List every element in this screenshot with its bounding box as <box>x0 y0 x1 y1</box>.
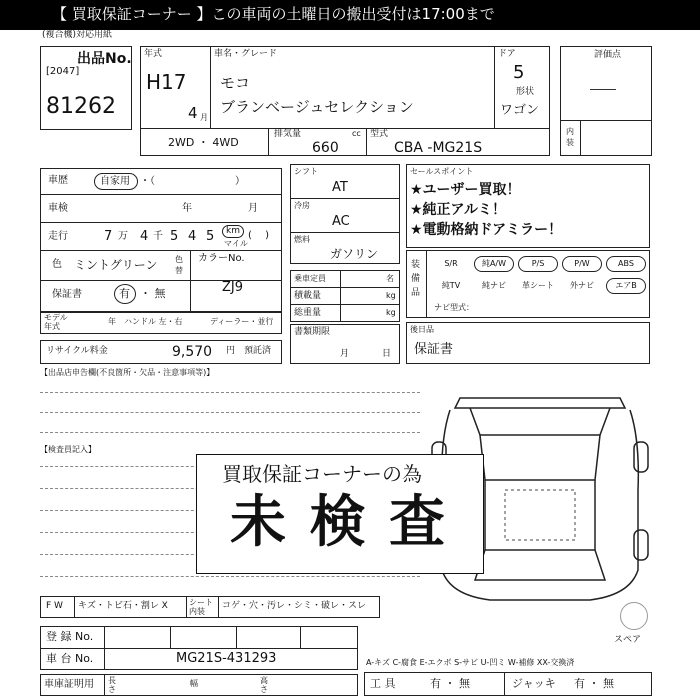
lot-label: 出品No. <box>77 51 132 67</box>
recycle-unit: 円 <box>226 346 236 356</box>
color-change-label: 色替 <box>175 255 183 275</box>
displacement-label: 排気量 <box>274 129 302 139</box>
type-value: CBA -MG21S <box>394 140 483 156</box>
fw-text: キズ・トビ石・割レ X <box>78 601 168 611</box>
sales-points-label: セールスポイント <box>410 167 474 176</box>
warranty-label: 保証書 <box>52 289 82 300</box>
equip-pw: P/W <box>562 256 602 272</box>
mileage-paren: ( ) <box>248 230 269 241</box>
aircon-value: AC <box>332 214 350 229</box>
displacement-value: 660 <box>312 140 339 156</box>
color-label: 色 <box>52 259 62 270</box>
mileage-sen-unit: 千 <box>153 231 163 242</box>
equipment-label: 装備品 <box>411 260 421 298</box>
type-label: 型式 <box>370 129 389 139</box>
model-label: 車名・グレード <box>214 49 278 59</box>
mileage-digit-3: 4 <box>188 229 197 244</box>
doc-period-label: 書類期限 <box>294 327 331 337</box>
history-other: ・（ ） <box>140 176 245 187</box>
inspector-label: 【検査員記入】 <box>40 445 96 454</box>
mileage-digit-2: 5 <box>170 229 179 244</box>
lot-tag: [2047] <box>46 66 80 77</box>
equip-navi: 純ナビ <box>482 281 506 290</box>
interior-label: 内装 <box>566 127 574 147</box>
score-mark <box>590 89 616 90</box>
form-header: (複合機)対応用紙 <box>42 30 113 40</box>
banner-text: 【 買取保証コーナー 】この車両の土曜日の搬出受付は17:00まで <box>52 5 495 23</box>
equip-alloy: 純A/W <box>474 256 514 272</box>
history-value: 自家用 <box>100 176 130 187</box>
spare-label: スペア <box>614 635 642 645</box>
inspection-label: 車検 <box>48 203 68 214</box>
shape-label: 形状 <box>516 87 535 97</box>
doc-period-month: 月 <box>340 349 350 359</box>
year-label: 年式 <box>144 49 163 59</box>
cert-width: 幅 <box>190 679 198 688</box>
model-year-unit: 年 <box>108 317 116 326</box>
equip-sr: S/R <box>444 259 458 268</box>
cert-label: 車庫証明用 <box>44 679 94 690</box>
equip-leather: 革シート <box>522 281 554 290</box>
inspection-month: 月 <box>248 203 258 214</box>
dealer-text: ディーラー・並行 <box>210 317 274 326</box>
displacement-unit: cc <box>352 129 361 138</box>
mileage-man-unit: 万 <box>118 231 128 242</box>
capacity-label: 乗車定員 <box>294 274 326 283</box>
spare-tire-icon <box>620 602 648 630</box>
mileage-digit-1: 4 <box>140 229 149 244</box>
shape-value: ワゴン <box>500 103 540 118</box>
load-label: 積載量 <box>294 291 322 301</box>
fuel-value: ガソリン <box>330 247 379 261</box>
recycle-label: リサイクル料金 <box>46 346 108 356</box>
unit-mile: マイル <box>224 239 248 248</box>
jack-value: 有 ・ 無 <box>574 677 614 690</box>
mileage-digit-4: 5 <box>206 229 215 244</box>
after-item-label: 後日品 <box>410 325 434 334</box>
year-month-unit: 月 <box>200 113 208 122</box>
score-label: 評価点 <box>594 50 622 60</box>
reg-no-label: 登 録 No. <box>46 630 94 643</box>
chassis-label: 車 台 No. <box>46 652 94 665</box>
doors-label: ドア <box>498 49 516 59</box>
seat-text: コゲ・穴・汚レ・シミ・破レ・スレ <box>222 601 367 611</box>
chassis-value: MG21S-431293 <box>176 651 277 666</box>
shift-value: AT <box>332 180 348 195</box>
lot-number: 81262 <box>46 94 116 119</box>
cert-length: 長さ <box>108 676 116 694</box>
unit-km: km <box>226 226 240 236</box>
mileage-man: 7 <box>104 229 113 244</box>
color-no-label: カラーNo. <box>198 253 245 264</box>
sales-point-3: ★電動格納ドアミラー！ <box>410 222 563 238</box>
stamp-main: 未 検 査 <box>230 490 447 555</box>
model-year-label: モデル年式 <box>44 313 68 331</box>
inspection-year: 年 <box>182 203 192 214</box>
doors-value: 5 <box>513 62 525 83</box>
color-value: ミントグリーン <box>74 258 158 272</box>
aircon-label: 冷房 <box>294 201 310 210</box>
year-value: H17 <box>146 70 187 94</box>
seller-report-label: 【出品店申告欄(不良箇所・欠品・注意事項等)】 <box>40 368 215 377</box>
cert-height: 高さ <box>260 676 268 694</box>
mileage-label: 走行 <box>48 231 68 242</box>
tools-value: 有 ・ 無 <box>430 677 470 690</box>
equip-ext-navi: 外ナビ <box>570 281 594 290</box>
color-no-value: ZJ9 <box>222 280 244 295</box>
sales-point-2: ★純正アルミ！ <box>410 202 506 218</box>
equip-abs: ABS <box>606 256 646 272</box>
warranty-no: ・ 無 <box>140 287 166 300</box>
equip-airbag: エアB <box>606 278 646 294</box>
load-unit: kg <box>386 291 396 300</box>
shift-label: シフト <box>294 167 318 176</box>
capacity-unit: 名 <box>386 274 394 283</box>
doc-period-day: 日 <box>382 349 392 359</box>
fw-label: F W <box>46 601 63 611</box>
damage-legend: A-キズ C-腐食 E-エクボ S-サビ U-凹ミ W-補修 XX-交換済 <box>366 658 575 667</box>
year-month: 4 <box>188 104 198 122</box>
history-label: 車歴 <box>48 175 68 186</box>
seat-label: シート内装 <box>189 598 213 616</box>
gross-unit: kg <box>386 308 396 317</box>
model-name: モコ <box>220 74 251 92</box>
gross-label: 総重量 <box>294 308 322 318</box>
equip-ps: P/S <box>518 256 558 272</box>
stamp-title: 買取保証コーナーの為 <box>222 462 422 486</box>
navi-model-label: ナビ型式： <box>434 303 474 312</box>
recycle-value: 9,570 <box>172 344 213 360</box>
drive-type: 2WD ・ 4WD <box>168 136 239 149</box>
jack-label: ジャッキ <box>512 677 556 690</box>
fuel-label: 燃料 <box>294 235 310 244</box>
after-item-value: 保証書 <box>414 342 454 357</box>
model-grade: ブランベージュセレクション <box>220 98 414 116</box>
equip-tv: 純TV <box>441 281 461 290</box>
handle-text: ハンドル 左・右 <box>124 317 183 326</box>
sales-point-1: ★ユーザー買取！ <box>410 182 521 198</box>
warranty-yes: 有 <box>119 287 130 300</box>
tools-label: 工 具 <box>370 677 396 690</box>
recycle-note: 預託済 <box>244 346 272 356</box>
